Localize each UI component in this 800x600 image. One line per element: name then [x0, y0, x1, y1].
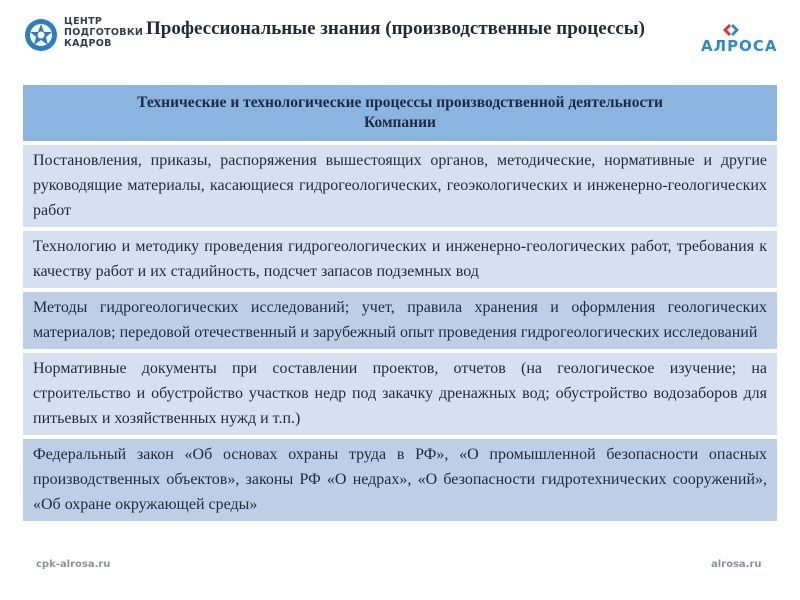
- table-row: Нормативные документы при составлении проектов, отчетов (на геологическое изучение; на строительство и обустройство участков недр под закачку дренажных вод; обустройство водозаборов для питьевых и хозяйственных нужд и т.п.): [23, 353, 777, 435]
- alrosa-brand-text: АЛРОСА: [701, 37, 778, 55]
- table-row: Постановления, приказы, распоряжения вышестоящих органов, методические, нормативные и другие руководящие материалы, касающиеся гидрогеологических, геоэкологических и инженерно-геологических работ: [23, 145, 777, 227]
- logo-line-2: ПОДГОТОВКИ: [64, 27, 144, 38]
- table-heading-line-1: Технические и технологические процессы производственной деятельности: [137, 94, 663, 111]
- slide-header: [0, 0, 800, 68]
- table-row: Федеральный закон «Об основах охраны труда в РФ», «О промышленной безопасности опасных производственных объектов», законы РФ «О недрах», «О безопасности гидротехнических сооружений», «Об охране окружающей среды»: [23, 439, 777, 521]
- table-row: Технологию и методику проведения гидрогеологических и инженерно-геологических работ, требования к качеству работ и их стадийность, подсчет запасов подземных вод: [23, 231, 777, 288]
- alrosa-logo-icon: [720, 22, 742, 38]
- logo-line-3: КАДРОВ: [64, 38, 112, 49]
- cpk-logo-icon: [23, 17, 59, 53]
- table-heading: [23, 85, 777, 141]
- logo-line-1: ЦЕНТР: [64, 16, 103, 27]
- slide-title: Профессиональные знания (производственные процессы): [146, 18, 645, 39]
- cpk-logo-text: [64, 16, 143, 49]
- footer-link-cpk[interactable]: cpk-alrosa.ru: [36, 559, 111, 570]
- table-heading-line-2: Компании: [364, 114, 436, 131]
- table-row: Методы гидрогеологических исследований; учет, правила хранения и оформления геологических материалов; передовой отечественный и зарубежный опыт проведения гидрогеологических исследований: [23, 292, 777, 349]
- knowledge-table: [23, 85, 777, 521]
- footer-link-alrosa[interactable]: alrosa.ru: [711, 559, 762, 570]
